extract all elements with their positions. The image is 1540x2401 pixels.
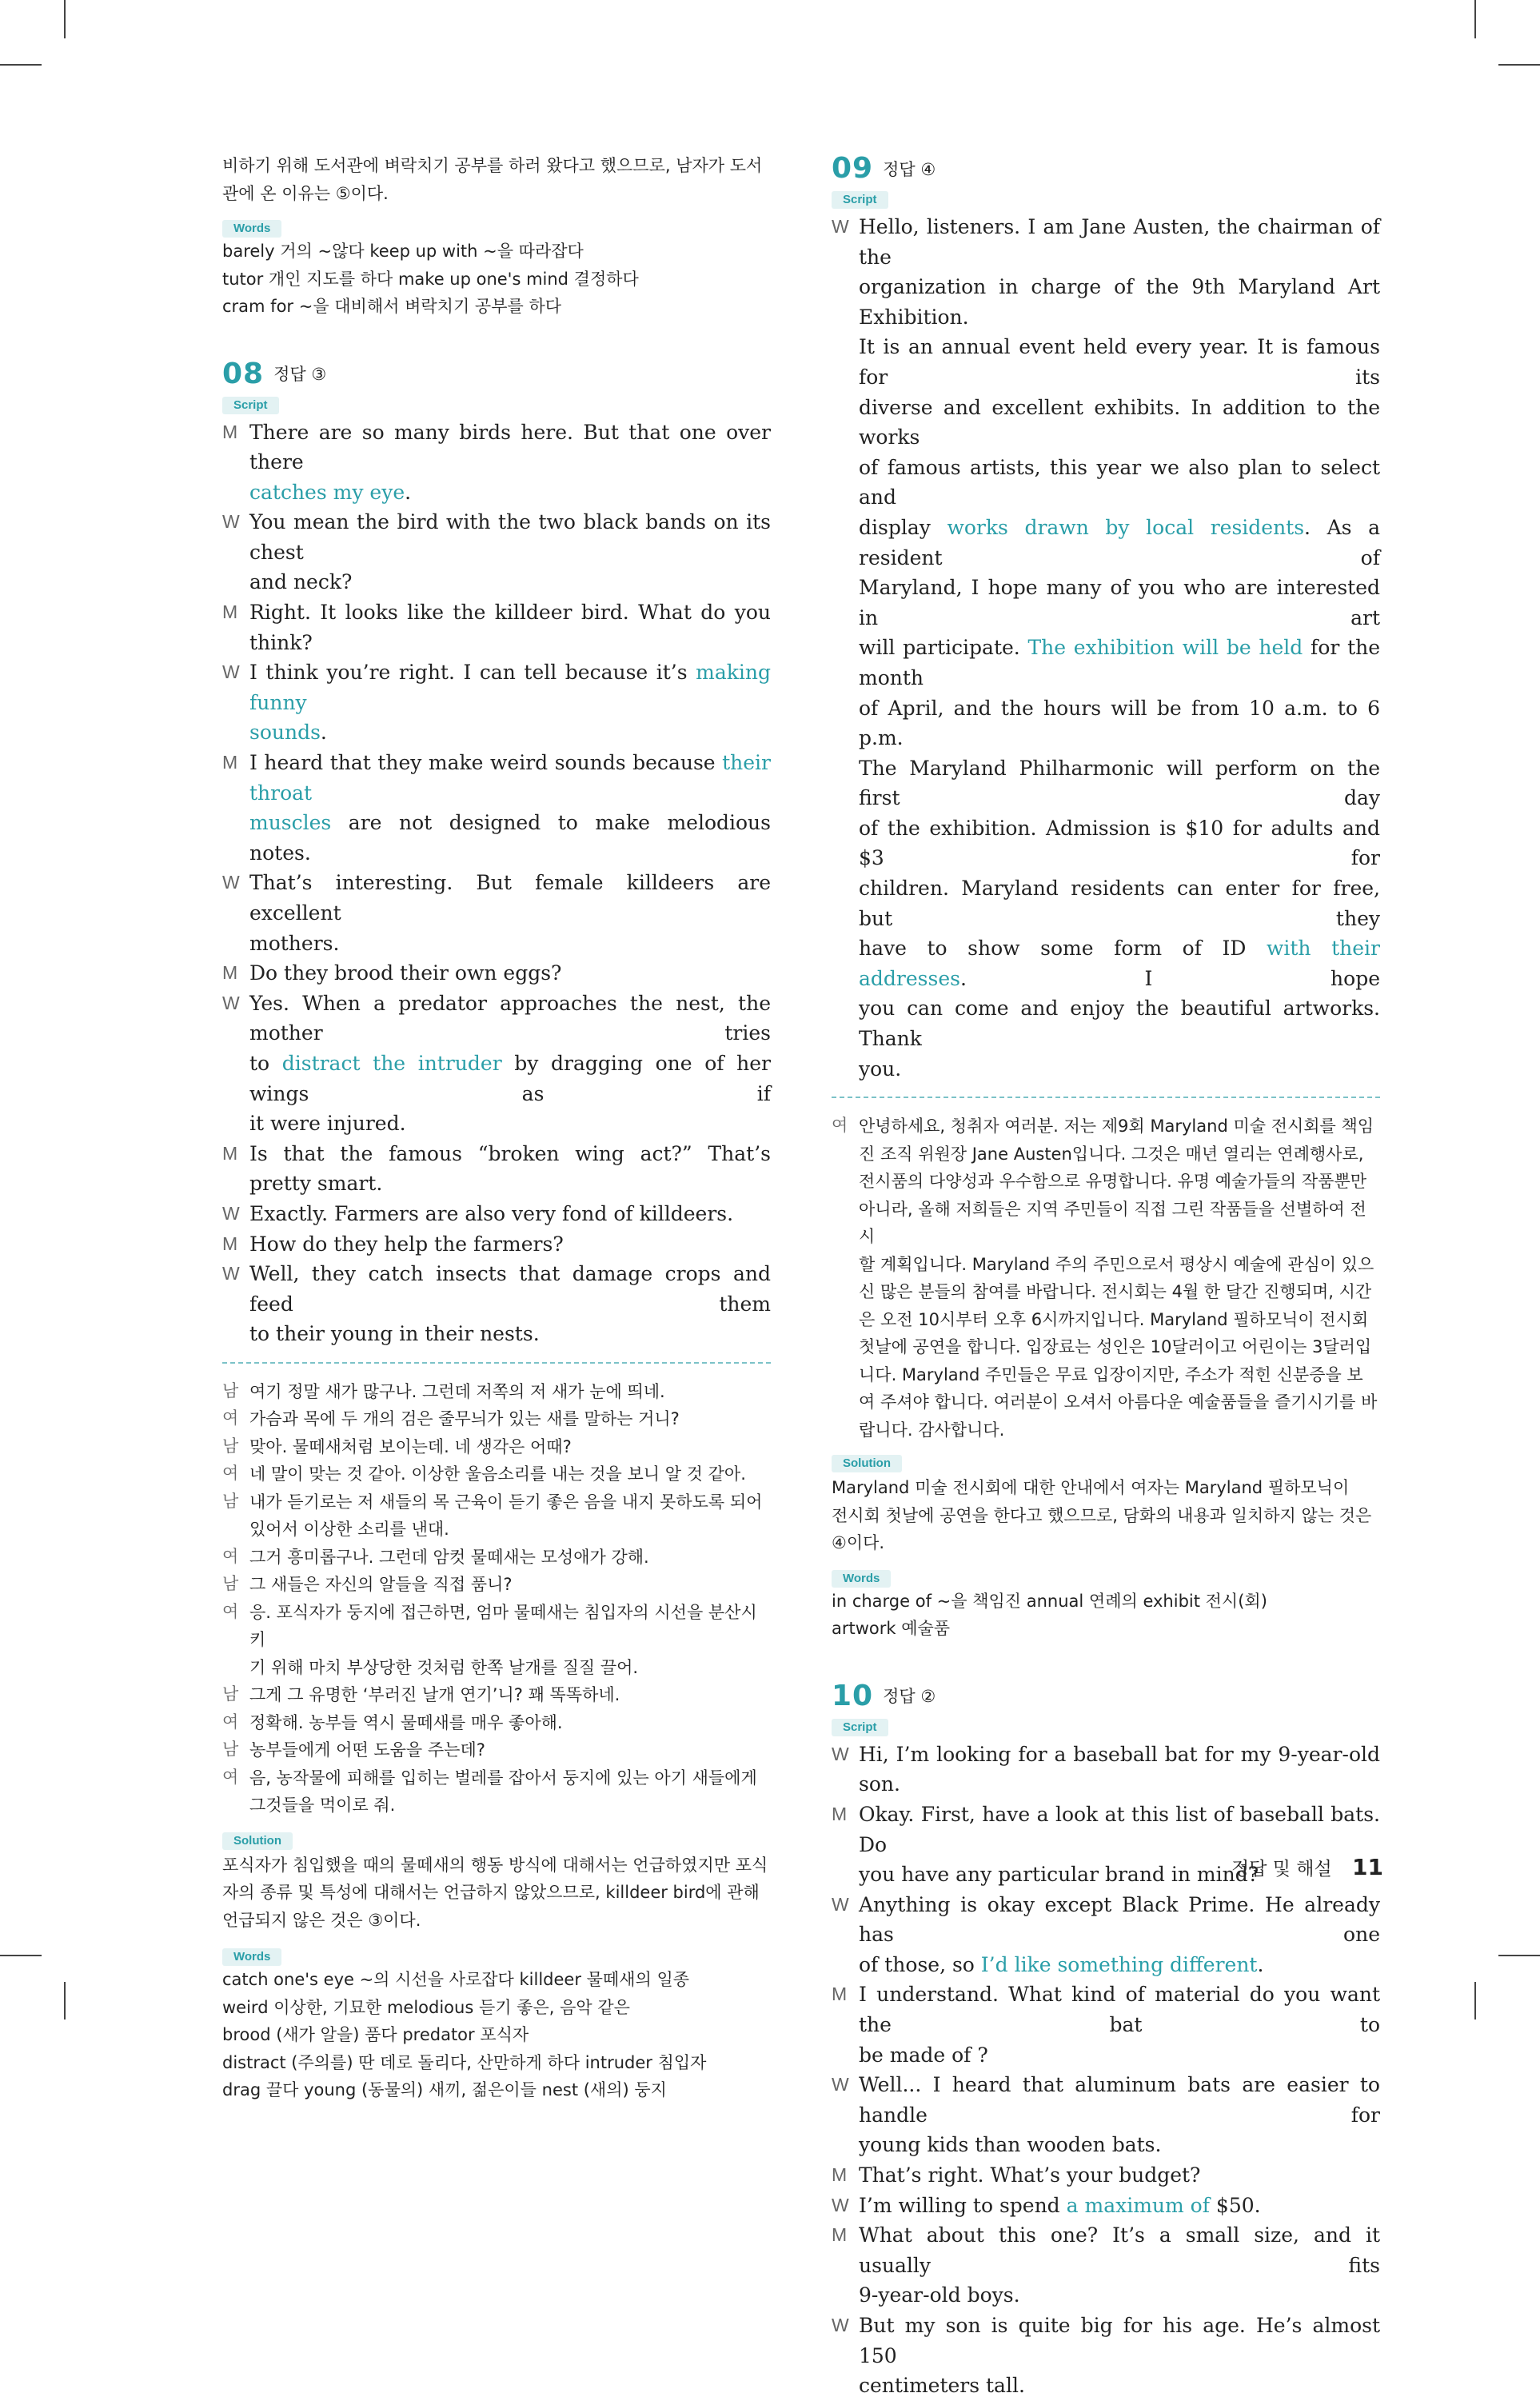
text-line: That’s right. What’s your budget? [859,2163,1201,2187]
speaker-label: W [222,1263,240,1284]
text-line: 9-year-old boys. [859,2283,1020,2307]
translation-turn [222,1405,771,1433]
text-line: 정확해. 농부들 역시 물떼새를 매우 좋아해. [249,1712,563,1732]
dialogue-turn [832,2191,1380,2221]
text-line: 맞아. 물떼새처럼 보이는데. 네 생각은 어때? [249,1436,572,1456]
text-line: Maryland, I hope many of you who are interested in art [859,576,1380,629]
text-line: will participate. The exhibition will be held for the month [859,636,1381,689]
dialogue-turn [222,1139,771,1199]
highlight-phrase: catches my eye [249,480,405,504]
highlight-phrase: works drawn by local residents [947,515,1305,539]
turn-text [249,1488,771,1544]
text-line: 그거 흥미롭구나. 그런데 암컷 물떼새는 모성애가 강해. [249,1547,649,1567]
turn-text [249,1736,771,1764]
text-line: be made of ? [859,2043,988,2067]
text-line: I think you’re right. I can tell because it’s making funny [249,661,771,714]
speaker-label: M [832,2224,848,2246]
solution-text [222,1852,771,1935]
dialogue-turn [222,1229,771,1260]
text-line: 그 새들은 자신의 알들을 직접 품니? [249,1575,513,1595]
text-line: That’s interesting. But female killdeers are excellent [249,871,771,925]
speaker-label: W [222,511,240,533]
question-number: 10 [832,1679,874,1712]
turn-text [859,2070,1380,2160]
text-line: 여기 정말 새가 많구나. 그런데 저쪽의 저 새가 눈에 띄네. [249,1381,665,1401]
answer-label: 정답 ④ [883,159,936,179]
monologue-translation [832,1113,1380,1444]
speaker-label: 남 [222,1381,239,1400]
turn-text [249,1378,771,1406]
highlight-phrase: their throat [249,751,771,805]
question-header [832,1680,1380,1712]
turn-text [249,989,771,1139]
turn-text [249,1259,771,1349]
word-line: weird 이상한, 기묘한 melodious 듣기 좋은, 음악 같은 [222,1997,630,2017]
dialogue-translation [222,1378,771,1820]
speaker-label: M [222,1142,238,1164]
turn-text [859,2191,1380,2221]
turn-text [249,1199,771,1229]
text-line: 그것들을 먹이로 줘. [249,1796,396,1816]
turn-text [249,1709,771,1737]
dialogue-turn [832,2070,1380,2160]
dialogue-turn [832,1740,1380,1800]
text-line: 농부들에게 어떤 도움을 주는데? [249,1740,485,1760]
text-line: you. [859,1057,902,1081]
translation-text [859,1113,1380,1444]
dialogue-turn [832,2160,1380,2191]
text-line: The Maryland Philharmonic will perform on the first day [859,756,1380,810]
translation-turn [222,1544,771,1572]
speaker-label: M [832,1984,848,2005]
text-line: diverse and excellent exhibits. In addition to the works [859,395,1380,449]
page-number: 11 [1352,1854,1383,1880]
highlight-phrase: with their addresses [859,937,1380,990]
page-footer [1231,1854,1383,1880]
dialogue-turn [832,1980,1380,2070]
text-line: organization in charge of the 9th Maryland Art Exhibition. [859,275,1380,329]
text-line: to distract the intruder by dragging one of her wings as if [249,1051,771,1105]
script-tag: Script [222,397,279,414]
text-line: 기 위해 마치 부상당한 것처럼 한쪽 날개를 질질 끌어. [249,1657,639,1677]
text-line: Okay. First, have a look at this list of baseball bats. Do [859,1802,1380,1856]
text-line: to their young in their nests. [249,1322,540,1346]
speaker-label: W [222,1202,240,1224]
dialogue-turn [832,2220,1380,2311]
crop-mark [1498,1955,1540,1956]
word-line: catch one's eye ~의 시선을 사로잡다 killdeer 물떼새의 일종 [222,1970,690,1990]
text-line: Hello, listeners. I am Jane Austen, the chairman of the [859,215,1380,269]
text-line: 언급되지 않은 것은 ③이다. [222,1910,421,1930]
crop-mark [1474,0,1476,38]
text-line: 비하기 위해 도서관에 벼락치기 공부를 하러 왔다고 했으므로, 남자가 도서 [222,156,763,175]
dialogue-turn [222,417,771,508]
turn-text [249,1460,771,1488]
speaker-label: 여 [222,1768,239,1787]
text-line: mothers. [249,931,340,955]
highlight-phrase: muscles [249,811,332,835]
speaker-label: W [832,216,849,237]
text-line: muscles are not designed to make melodious notes. [249,811,771,865]
words-tag: Words [832,1570,891,1588]
right-column [832,152,1380,2401]
text-line: 할 계획입니다. Maryland 주의 주민으로서 평상시 예술에 관심이 있으 [859,1254,1374,1274]
divider [222,1362,771,1364]
text-line: 안녕하세요, 청취자 여러분. 저는 제9회 Maryland 미술 전시회를 책임 [859,1117,1374,1137]
speaker-label: M [832,2164,848,2186]
monologue-script [832,212,1380,1084]
text-line: Well... I heard that aluminum bats are easier to handle for [859,2073,1380,2127]
text-line: display works drawn by local residents. As a resident of [859,515,1380,569]
translation-turn [222,1736,771,1764]
solution-text [832,1474,1380,1557]
turn-text [249,1599,771,1682]
text-line: Do they brood their own eggs? [249,961,562,985]
text-line: sounds. [249,721,327,745]
text-line: 관에 온 이유는 ⑤이다. [222,183,389,203]
answer-label: 정답 ② [883,1687,936,1707]
text-line: I understand. What kind of material do you want the bat to [859,1983,1380,2037]
answer-label: 정답 ③ [273,365,327,384]
crop-mark [1498,64,1540,66]
words-list [222,238,771,321]
speaker-label: W [832,2194,849,2215]
intro-text [222,152,771,207]
turn-text [249,657,771,748]
turn-text [249,1433,771,1461]
text-line: There are so many birds here. But that one over there [249,420,771,474]
dialogue-turn [222,748,771,868]
word-line: brood (새가 알을) 품다 predator 포식자 [222,2025,529,2045]
script-tag: Script [832,1719,888,1736]
turn-text [249,1681,771,1709]
crop-mark [64,0,66,38]
text-line: 내가 듣기로는 저 새들의 목 근육이 듣기 좋은 음을 내지 못하도록 되어 [249,1492,763,1512]
text-line: 진 조직 위원장 Jane Austen입니다. 그것은 매년 열리는 연례행사로, [859,1144,1364,1164]
speaker-label: 남 [222,1436,239,1456]
text-line: 은 오전 10시부터 오후 6시까지입니다. Maryland 필하모닉이 전시회 [859,1309,1369,1329]
text-line: it were injured. [249,1112,406,1136]
text-line: young kids than wooden bats. [859,2133,1162,2157]
turn-text [249,507,771,597]
word-line: distract (주의를) 딴 데로 돌리다, 산만하게 하다 intruder 침입자 [222,2052,707,2072]
highlight-phrase: The exhibition will be held [1027,636,1303,660]
words-tag: Words [222,1948,281,1966]
dialogue-turn [222,1199,771,1229]
speaker-label: 남 [222,1492,239,1511]
text-line: Hi, I’m looking for a baseball bat for my 9-year-old son. [859,1742,1380,1796]
speaker-label: M [222,1232,238,1254]
text-line: of those, so I’d like something different. [859,1952,1264,1976]
dialogue-turn [222,597,771,657]
dialogue-script [222,417,771,1349]
turn-text [859,1890,1380,1980]
text-line: Anything is okay except Black Prime. He already has one [859,1892,1380,1947]
turn-text [249,1571,771,1599]
dialogue-turn [222,507,771,597]
text-line: What about this one? It’s a small size, and it usually fits [859,2223,1380,2277]
text-line: 네 말이 맞는 것 같아. 이상한 울음소리를 내는 것을 보니 알 것 같아. [249,1464,746,1484]
translation-turn [222,1488,771,1544]
text-line: of the exhibition. Admission is $10 for adults and $3 for [859,816,1380,870]
highlight-phrase: distract the intruder [281,1051,502,1075]
solution-tag: Solution [222,1832,293,1850]
text-line: It is an annual event held every year. It is famous for its [859,335,1380,389]
crop-mark [0,64,42,66]
text-line: 음, 농작물에 피해를 입히는 벌레를 잡아서 둥지에 있는 아기 새들에게 [249,1768,757,1788]
turn-text [249,1229,771,1260]
speaker-label: 남 [222,1740,239,1760]
crop-mark [0,1955,42,1956]
text-line: 아니라, 올해 저희들은 지역 주민들이 직접 그린 작품들을 선별하여 전시 [859,1199,1366,1247]
turn-text [859,1980,1380,2070]
dialogue-script [832,1740,1380,2401]
word-line: drag 끌다 young (동물의) 새끼, 젊은이들 nest (새의) 둥지 [222,2080,667,2100]
script-tag: Script [832,191,888,209]
text-line: 포식자가 침입했을 때의 물떼새의 행동 방식에 대해서는 언급하였지만 포식 [222,1855,768,1875]
text-line: you have any particular brand in mind? [859,1863,1259,1887]
question-number: 09 [832,152,874,185]
word-line: artwork 예술품 [832,1619,951,1639]
speaker-label: M [222,752,238,773]
turn-text [249,1405,771,1433]
words-list [222,1966,771,2104]
dialogue-turn [222,657,771,748]
dialogue-turn [222,989,771,1139]
text-line: catches my eye. [249,480,412,504]
text-line: 전시품의 다양성과 우수함으로 유명합니다. 유명 예술가들의 작품뿐만 [859,1172,1367,1192]
question-header [832,152,1380,185]
turn-text [249,1139,771,1199]
text-line: How do they help the farmers? [249,1232,564,1256]
turn-text [249,958,771,989]
dialogue-turn [222,958,771,989]
speaker-label: 여 [832,1117,848,1136]
crop-mark [64,1982,66,2019]
speaker-label: W [832,2315,849,2335]
text-line: Maryland 미술 전시회에 대한 안내에서 여자는 Maryland 필하모닉이 [832,1478,1350,1498]
word-line: cram for ~을 대비해서 벼락치기 공부를 하다 [222,297,562,316]
text-line: 랍니다. 감사합니다. [859,1420,1005,1440]
highlight-phrase: making funny [249,661,771,714]
divider [832,1097,1380,1098]
question-number: 08 [222,357,265,390]
dialogue-turn [832,1890,1380,1980]
speaker-label: 여 [222,1547,239,1566]
text-line: But my son is quite big for his age. He’s almost 150 [859,2314,1380,2367]
translation-turn [222,1378,771,1406]
text-line: Right. It looks like the killdeer bird. What do you think? [249,601,771,654]
turn-text [249,868,771,958]
dialogue-turn [832,2311,1380,2401]
text-line: children. Maryland residents can enter for free, but they [859,877,1380,930]
question-header [222,358,771,390]
text-line: Is that the famous “broken wing act?” That’s pretty smart. [249,1141,771,1196]
speaker-label: M [222,421,238,442]
text-line: have to show some form of ID with their addresses. I hope [859,937,1380,990]
crop-mark [1474,1982,1476,2019]
solution-tag: Solution [832,1455,902,1472]
text-line: 여 주셔야 합니다. 여러분이 오셔서 아름다운 예술품들을 즐기시기를 바 [859,1392,1378,1412]
footer-label: 정답 및 해설 [1231,1859,1332,1880]
text-line: 있어서 이상한 소리를 낸대. [249,1520,449,1540]
words-list [832,1588,1380,1643]
turn-text [249,1544,771,1572]
text-line: 첫날에 공연을 합니다. 입장료는 성인은 10달러이고 어린이는 3달러입 [859,1337,1372,1357]
speaker-label: M [222,962,238,984]
turn-text [249,417,771,508]
translation-turn [222,1599,771,1682]
turn-text [249,1764,771,1820]
turn-text [249,597,771,657]
text-line: Well, they catch insects that damage crops and feed them [249,1262,771,1316]
text-line: I heard that they make weird sounds because their throat [249,751,771,805]
dialogue-turn [222,1259,771,1349]
highlight-phrase: sounds [249,721,321,745]
text-line: centimeters tall. [859,2374,1025,2398]
monologue-text [859,212,1380,1084]
speaker-label: 여 [222,1712,239,1732]
speaker-label: M [832,1803,848,1824]
turn-text [859,2160,1380,2191]
word-line: in charge of ~을 책임진 annual 연례의 exhibit 전시(회) [832,1591,1267,1611]
translation-turn [222,1433,771,1461]
word-line: tutor 개인 지도를 하다 make up one's mind 결정하다 [222,269,639,289]
speaker-label: W [222,992,240,1013]
translation-turn [222,1460,771,1488]
text-line: 응. 포식자가 둥지에 접근하면, 엄마 물떼새는 침입자의 시선을 분산시키 [249,1602,757,1650]
speaker-label: M [222,601,238,623]
speaker-label: W [832,1743,849,1764]
turn-text [859,2311,1380,2401]
text-line: Exactly. Farmers are also very fond of killdeers. [249,1201,734,1225]
speaker-label: 여 [222,1602,239,1621]
text-line: ④이다. [832,1533,885,1553]
word-line: barely 거의 ~않다 keep up with ~을 따라잡다 [222,242,584,261]
translation-turn [222,1709,771,1737]
left-column [222,152,771,2104]
turn-text [859,2220,1380,2311]
highlight-phrase: I’d like something different [980,1952,1258,1976]
translation-turn [222,1764,771,1820]
highlight-phrase: a maximum of [1066,2193,1210,2217]
text-line: Yes. When a predator approaches the nest, the mother tries [249,991,771,1045]
text-line: I’m willing to spend a maximum of $50. [859,2193,1261,2217]
speaker-label: 여 [222,1464,239,1484]
text-line: 자의 종류 및 특성에 대해서는 언급하지 않았으므로, killdeer bird에 관해 [222,1883,760,1903]
speaker-label: W [222,661,240,683]
text-line: 전시회 첫날에 공연을 한다고 했으므로, 담화의 내용과 일치하지 않는 것은 [832,1505,1372,1525]
text-line: 신 많은 분들의 참여를 바랍니다. 전시회는 4월 한 달간 진행되며, 시간 [859,1282,1372,1302]
words-tag: Words [222,220,281,238]
dialogue-turn [222,868,771,958]
translation-turn [222,1571,771,1599]
text-line: you can come and enjoy the beautiful artworks. Thank [859,997,1380,1051]
text-line: You mean the bird with the two black bands on its chest [249,510,771,564]
speaker-label: 여 [222,1409,239,1428]
text-line: 그게 그 유명한 ‘부러진 날개 연기’니? 꽤 똑똑하네. [249,1685,620,1705]
text-line: of famous artists, this year we also plan to select and [859,455,1380,509]
speaker-label: 남 [222,1575,239,1594]
turn-text [249,748,771,868]
speaker-label: W [832,2074,849,2095]
speaker-label: W [832,1893,849,1915]
text-line: of April, and the hours will be from 10 a.m. to 6 p.m. [859,696,1380,750]
text-line: and neck? [249,570,353,594]
turn-text [859,1740,1380,1800]
speaker-label: W [222,872,240,893]
text-line: 가슴과 목에 두 개의 검은 줄무늬가 있는 새를 말하는 거니? [249,1409,680,1429]
speaker-label: 남 [222,1685,239,1704]
text-line: 니다. Maryland 주민들은 무료 입장이지만, 주소가 적힌 신분증을 보 [859,1364,1363,1384]
translation-turn [222,1681,771,1709]
